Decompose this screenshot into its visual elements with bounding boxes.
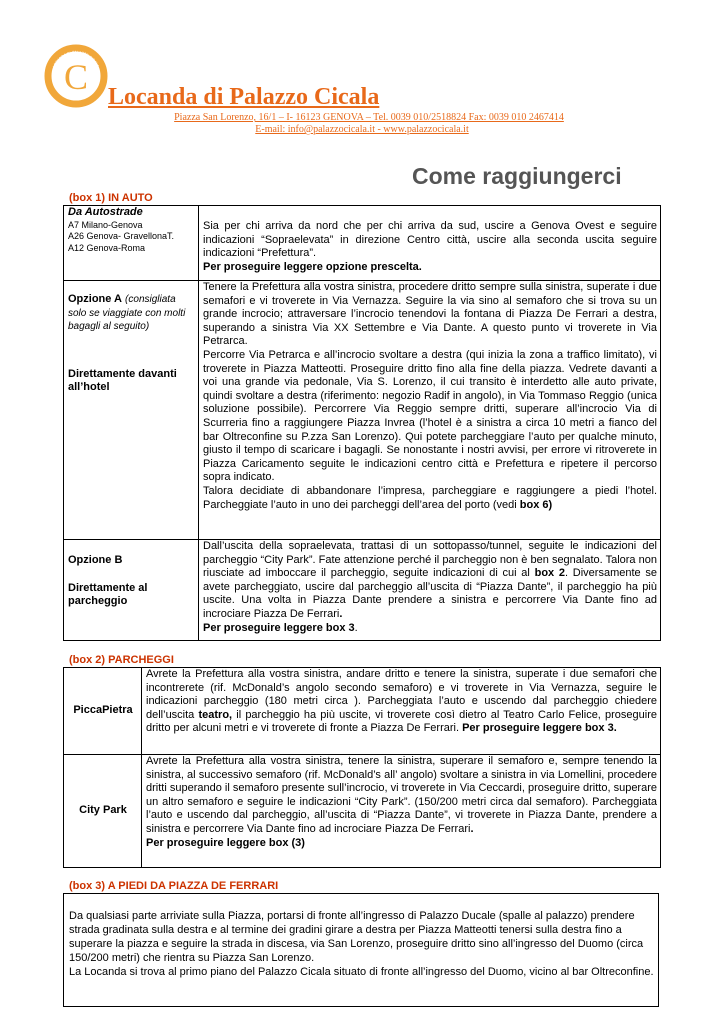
- city-park-label: City Park: [79, 804, 127, 817]
- highway-line: A12 Genova-Roma: [68, 242, 146, 253]
- opzione-b-paragraph: Dall’uscita della sopraelevata, trattasi di un sottopasso/tunnel, seguite le indicazioni del parcheggio “City Park”. Fate attenzione perché il parcheggio non è ben segnalato. Talora non riusciate ad imboccare il parcheggio, seguite indicazioni di cui al box 2. Diversamente se avete parcheggiato, uscire dal parcheggio all’uscita di “Piazza Dante”, il parcheggio ha più uscite. Una volta in Piazza Dante prendere a sinistra e percorrere Via Dante fino ad incrociare Piazza De Ferrari.: [203, 540, 657, 620]
- box3-paragraph: La Locanda si trova al primo piano del Palazzo Cicala situato di fronte all’ingresso del Duomo, vicino al bar Oltreconfine.: [69, 966, 654, 978]
- table-row-opzione-b: [64, 540, 661, 641]
- autostrade-label: Da Autostrade: [68, 206, 143, 218]
- opzione-b-continue: Per proseguire leggere box 3.: [203, 621, 358, 634]
- box3-paragraph: Da qualsiasi parte arriviate sulla Piazza, portarsi di fronte all’ingresso di Palazzo Ducale (spalle al palazzo) prendere strada gradinata sulla destra e al termine dei gradini girare a destra per Piazza Matteotti tenersi sulla destra fino a superare la piazza e seguire la strada in discesa, via San Lorenzo, proseguire dritto sino all’ingresso del Duomo (circa 150/200 metri) che rientra su Piazza San Lorenzo.: [69, 910, 644, 964]
- svg-text:LOCANDA DI PALAZZO CICALA: LOCANDA DI PALAZZO CICALA: [51, 49, 101, 68]
- piccapietra-text-cell: Avrete la Prefettura alla vostra sinistra, andare dritto e tenere la sinistra, superate i due semafori che incontrerete (rif. McDonald’s angolo secondo semaforo) e vi troverete in Via Vernazza, seguire le indicazioni parcheggio (180 metri circa ). Parcheggiata l’auto e uscendo dal parcheggio chiedere dell’uscita teatro, il parcheggio ha più uscite, vi troverete così dietro al Teatro Carlo Felice, proseguire dritto per alcuni metri e vi troverete di fronte a Piazza De Ferrari. Per proseguire leggere box 3.: [142, 668, 661, 755]
- city-park-cell: [64, 755, 142, 868]
- opzione-a-paragraph: Tenere la Prefettura alla vostra sinistra, procedere dritto sempre sulla sinistra, superate i due semafori e vi troverete in Via Vernazza. Seguire la via sino al semaforo che si trova su un grande incrocio; attraversare l’incrocio tenendovi la fontana di Piazza De Ferrari a destra, superando a sinistra Via XX Settembre e Via Dante. A questo punto vi troverete in Via Petrarca.: [203, 281, 657, 348]
- opzione-a-heading: [68, 293, 195, 334]
- hotel-name: Locanda di Palazzo Cicala: [108, 84, 380, 110]
- table-row-opzione-a: [64, 281, 661, 540]
- opzione-a-text-cell: [199, 281, 661, 540]
- box2-table: [63, 667, 661, 868]
- opzione-b-label: Opzione B: [68, 554, 123, 566]
- opzione-a-paragraph: Percorre Via Petrarca e all’incrocio svoltare a destra (qui inizia la zona a traffico limitato), vi troverete in Piazza Matteotti. Proseguire dritto fino alla fine della piazza. Vedrete davanti a voi una grande via pedonale, Via S. Lorenzo, il cui transito è interdetto alle auto private, quindi svoltare a destra (riferimento: negozio Radif in angolo), in Via Tommaso Reggio (unica soluzione possibile). Percorrere Via Reggio sempre dritti, superare all’incrocio Via di Scurreria fino a raggiungere Piazza Invrea (l’hotel è a sinistra a circa 10 metri a fianco del bar Oltreconfine su P.zza San Lorenzo). Qui potete parcheggiare l’auto per qualche minuto, giusto il tempo di scaricare i bagagli. Se nonostante i nostri avvisi, per errore vi ritroverete in Piazza Caricamento seguite le indicazioni centro città e Prefettura e ripetere il percorso sopra indicato.: [203, 348, 657, 484]
- autostrade-cell: [64, 206, 199, 281]
- city-park-text-cell: Avrete la Prefettura alla vostra sinistra, tenere la sinistra, superare il semaforo e, sempre tenendo la sinistra, al successivo semaforo (rif. McDonald’s all’ angolo) svoltare a sinistra in via Lomellini, procedere dritti superando il semaforo presente sull’incrocio, vi troverete in Via Ceccardi, proseguire dritto, superare un altro semaforo e seguire le indicazioni “City Park”. (150/200 metri circa dal semaforo). Parcheggiata l’auto e uscendo dal parcheggio, all’uscita di “Piazza Dante”, vi troverete in Piazza Dante, prendere a sinistra e percorrere Via Dante fino ad incrociare Piazza De Ferrari. Per proseguire leggere box (3): [142, 755, 661, 868]
- opzione-a-cell: [64, 281, 199, 540]
- table-row-city-park: [64, 755, 661, 868]
- table-row-autostrade: [64, 206, 661, 281]
- opzione-b-text-cell: [199, 540, 661, 641]
- opzione-a-sublabel: Direttamente davanti all’hotel: [68, 367, 177, 394]
- opzione-a-note: (consigliata solo se viaggiate con molti bagagli al seguito): [68, 294, 186, 333]
- autostrade-continue: Per proseguire leggere opzione prescelta.: [203, 260, 422, 273]
- opzione-b-sublabel: Direttamente al parcheggio: [68, 581, 148, 608]
- opzione-a-paragraph: Talora decidiate di abbandonare l’impresa, parcheggiare e raggiungere a piedi l’hotel. Parcheggiate l’auto in uno dei parcheggi dell’area del porto (vedi box 6): [203, 484, 657, 511]
- piccapietra-cell: [64, 668, 142, 755]
- piccapietra-label: PiccaPietra: [73, 704, 133, 717]
- svg-text:C: C: [63, 57, 89, 97]
- opzione-b-cell: [64, 540, 199, 641]
- box2-title: (box 2) PARCHEGGI: [69, 654, 174, 666]
- locanda-logo: [44, 44, 108, 108]
- table-row-piccapietra: [64, 668, 661, 755]
- autostrade-text-cell: [199, 206, 661, 281]
- box1-title: (box 1) IN AUTO: [69, 192, 153, 204]
- highway-line: A26 Genova- GravellonaT.: [68, 231, 175, 242]
- box1-table: [63, 205, 661, 641]
- autostrade-text: Sia per chi arriva da nord che per chi arriva da sud, uscire a Genova Ovest e seguire indicazioni “Sopraelevata” in direzione Centro città, uscire alla seconda uscita seguire indicazioni “Prefettura”.: [203, 220, 657, 260]
- email-line[interactable]: E-mail: info@palazzocicala.it - www.palazzocicala.it: [255, 124, 469, 135]
- box3-title: (box 3) A PIEDI DA PIAZZA DE FERRARI: [69, 880, 279, 892]
- box3-frame: [63, 893, 659, 1007]
- city-park-continue: Per proseguire leggere box (3): [146, 836, 305, 849]
- page-title: Come raggiungerci: [412, 163, 622, 189]
- address-line: Piazza San Lorenzo, 16/1 – I- 16123 GENOVA – Tel. 0039 010/2518824 Fax: 0039 010 2467414: [174, 112, 564, 123]
- highway-line: A7 Milano-Genova: [68, 219, 143, 230]
- opzione-a-label: Opzione A: [68, 293, 122, 305]
